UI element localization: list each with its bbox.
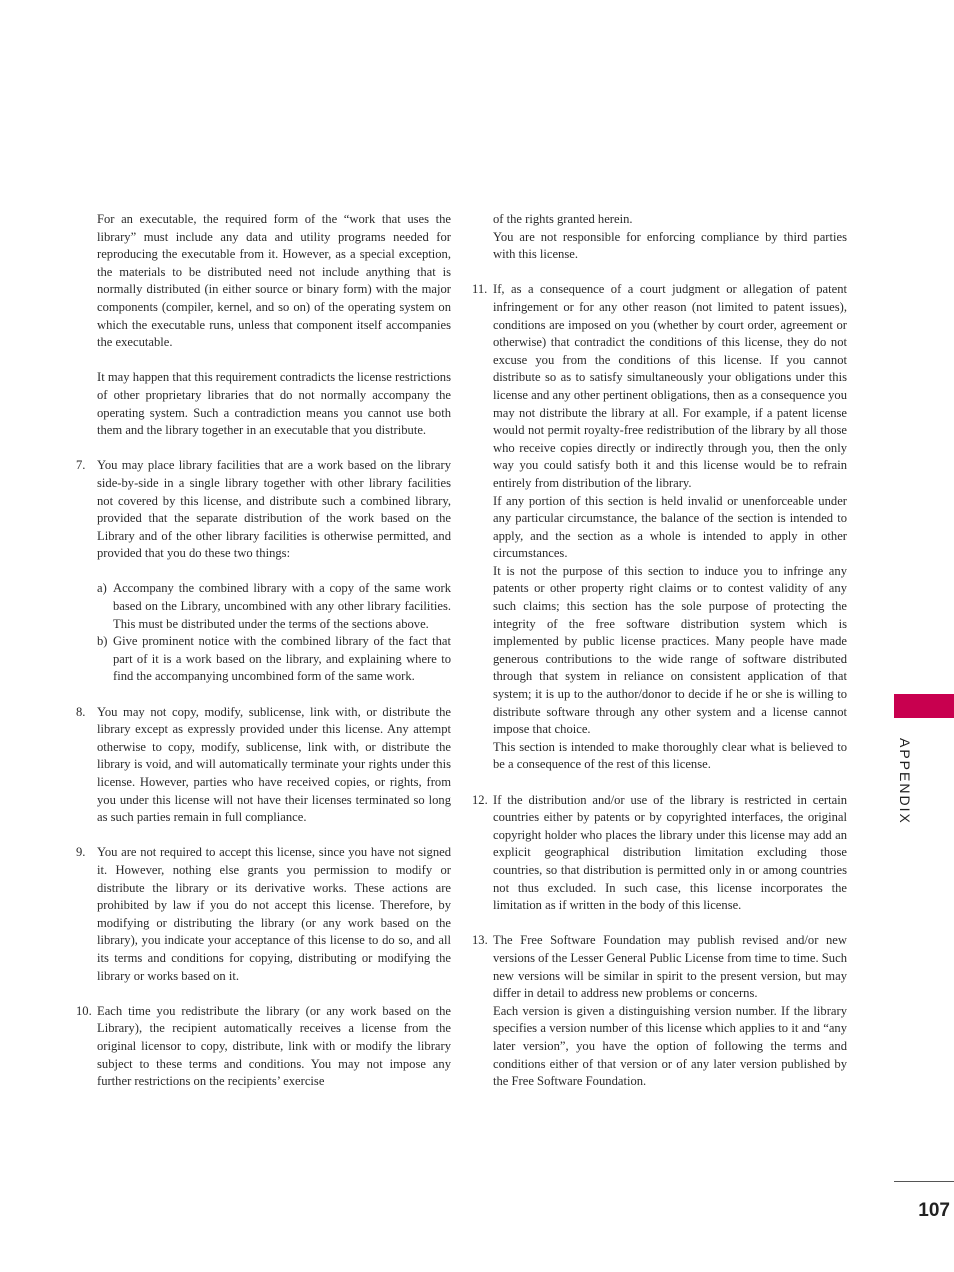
item-text: You may not copy, modify, sublicense, link with, or distribute the library except as expressly provided under this license. Any attempt otherwise to copy, modify, sublicense, link with, or distribute the library is void, and will automatically terminate your rights under this license. However, parties who have received copies, or rights, from you under this license will not have their licenses terminated so long as such parties remain in full compliance. (97, 704, 451, 825)
item-text: Each time you redistribute the library (or any work based on the Library), the recipient automatically receives a license from the original licensor to copy, distribute, link with or modify the library subject to these terms and conditions. You may not impose any further restrictions on the recipients’ exercise (97, 1003, 451, 1089)
item-10-continuation-2: You are not responsible for enforcing compliance by third parties with this license. (493, 229, 847, 262)
item-number: 13. (472, 933, 488, 948)
page-number: 107 (918, 1200, 950, 1221)
list-item-7 (76, 457, 451, 563)
section-tab (894, 694, 954, 718)
sub-item-7b (76, 633, 451, 686)
item-11-paragraph-2: If any portion of this section is held invalid or unenforceable under any particular circumstance, the balance of the section is intended to apply, and the section as a whole is intended to apply in other circumstances. (493, 493, 847, 561)
item-13-paragraph-2: Each version is given a distinguishing version number. If the library specifies a version number of this license which applies to it and “any later version”, you have the option of following the terms and conditions either of that version or of any later version published by the Free Software Foundation. (493, 1003, 847, 1089)
sub-item-label: b) (97, 634, 108, 649)
list-item-13 (472, 932, 847, 1002)
list-item-8 (76, 704, 451, 827)
item-text: You may place library facilities that are a work based on the library side-by-side in a single library together with other library facilities not covered by this license, and distribute such a combined library, provided that the separate distribution of the work based on the Library and of the other library facilities is otherwise permitted, and provided that you do these two things: (97, 458, 451, 561)
list-item-11 (472, 281, 847, 492)
item-text: If the distribution and/or use of the library is restricted in certain countries either by patents or by copyrighted interfaces, the original copyright holder who places the library under this license may add an explicit geographical distribution limitation excluding those countries, so that distribution is permitted only in or among countries not thus excluded. In such case, this license incorporates the limitation as if written in the body of this license. (493, 792, 847, 913)
right-column (472, 211, 847, 1091)
item-number: 7. (76, 458, 86, 473)
left-column (76, 211, 451, 1091)
item-number: 10. (76, 1003, 92, 1018)
page-number-rule (894, 1181, 954, 1182)
item-11-paragraph-4: This section is intended to make thoroughly clear what is believed to be a consequence of the rest of this license. (493, 739, 847, 772)
list-item-10 (76, 1003, 451, 1091)
list-item-9 (76, 844, 451, 985)
sub-item-label: a) (97, 581, 107, 596)
paragraph-contradiction: It may happen that this requirement contradicts the license restrictions of other proprietary libraries that do not normally accompany the operating system. Such a contradiction means you cannot use both them and the library together in an executable that you distribute. (97, 370, 451, 438)
paragraph-executable: For an executable, the required form of the “work that uses the library” must include any data and utility programs needed for reproducing the executable from it. However, as a special exception, the materials to be distributed need not include anything that is normally distributed (in either source or binary form) with the major components (compiler, kernel, and so on) of the operating system on which the executable runs, unless that component itself accompanies the executable. (97, 212, 451, 350)
item-text: The Free Software Foundation may publish revised and/or new versions of the Lesser General Public License from time to time. Such new versions will be similar in spirit to the present version, but may differ in detail to address new problems or concerns. (493, 933, 847, 1001)
sub-item-text: Give prominent notice with the combined library of the fact that part of it is a work based on the library, and explaining where to find the accompanying uncombined form of the same work. (113, 634, 451, 684)
sub-item-7a (76, 580, 451, 633)
item-number: 12. (472, 792, 488, 807)
list-item-12 (472, 792, 847, 915)
item-11-paragraph-3: It is not the purpose of this section to induce you to infringe any patents or other property right claims or to contest validity of any such claims; this section has the sole purpose of protecting the integrity of the free software distribution system which is implemented by public license practices. Many people have made generous contributions to the wide range of software distributed through that system in reliance on consistent application of that system; it is up to the author/donor to decide if he or she is willing to distribute software through any other system and a license cannot impose that choice. (493, 563, 847, 737)
section-label: APPENDIX (897, 738, 913, 825)
item-number: 11. (472, 282, 488, 297)
item-text: If, as a consequence of a court judgment or allegation of patent infringement or for any other reason (not limited to patent issues), conditions are imposed on you (whether by court order, agreement or otherwise) that contradict the conditions of this license, they do not excuse you from the conditions of this license. If you cannot distribute so as to satisfy simultaneously your obligations under this license and any other pertinent obligations, then as a consequence you may not distribute the library at all. For example, if a patent license would not permit royalty-free redistribution of the library by all those who receive copies directly or indirectly through you, then the only way you could satisfy both it and this license would be to refrain entirely from distribution of the library. (493, 282, 847, 490)
item-text: You are not required to accept this license, since you have not signed it. However, nothing else grants you permission to modify or distribute the library or its derivative works. These actions are prohibited by law if you do not accept this license. Therefore, by modifying or distributing the library (or any work based on the library), you indicate your acceptance of this license to do so, and all its terms and conditions for copying, distributing or modifying the library or works based on it. (97, 845, 451, 983)
item-number: 9. (76, 845, 86, 860)
item-10-continuation: of the rights granted herein. (493, 212, 633, 226)
sub-item-text: Accompany the combined library with a copy of the same work based on the Library, uncombined with any other library facilities. This must be distributed under the terms of the sections above. (113, 581, 451, 631)
item-number: 8. (76, 704, 86, 719)
